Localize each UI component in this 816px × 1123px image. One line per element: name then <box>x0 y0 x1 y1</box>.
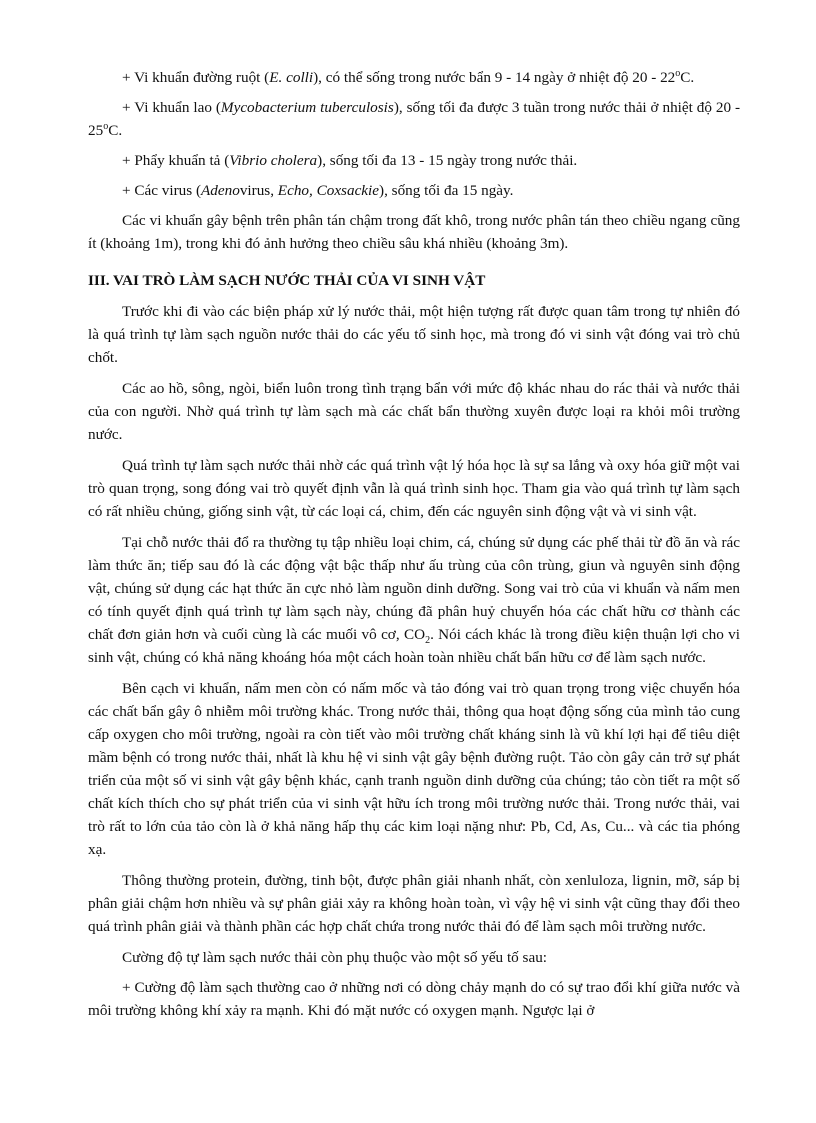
spread-paragraph: Các vi khuẩn gây bệnh trên phân tán chậm trong đất khô, trong nước phân tán theo chiều ngang cũng ít (khoảng 1m), trong khi đó ảnh hưởng theo chiều sâu khá nhiều (khoảng 3m). <box>88 212 740 252</box>
bullet-virus-text: virus, <box>239 182 278 199</box>
paragraph-8: + Cường độ làm sạch thường cao ở những nơi có dòng chảy mạnh do có sự trao đổi khí giữa nước và môi trường không khí xảy ra mạnh. Khi đó mặt nước có oxygen mạnh. Ngược lại ở <box>88 979 740 1019</box>
species-name: Vibrio cholera <box>229 152 318 169</box>
paragraph-3: Quá trình tự làm sạch nước thải nhờ các quá trình vật lý hóa học là sự sa lắng và oxy hóa giữ một vai trò quan trọng, song đóng vai trò quyết định vẫn là quá trình sinh học. Tham gia vào quá trình tự làm sạch có rất nhiều chủng, giống sinh vật, từ các loại cá, chim, đến các nguyên sinh động vật và vi sinh vật. <box>88 457 740 520</box>
bullet-cholera-text: + Phẩy khuẩn tả ( <box>122 152 230 169</box>
bullet-cholera-text: ), sống tối đa 13 - 15 ngày trong nước thải. <box>317 152 578 169</box>
species-name: Mycobacterium tuberculosis <box>220 99 394 116</box>
bullet-virus <box>88 179 740 202</box>
virus-name: Adeno <box>201 182 240 199</box>
bullet-tb-text: ), sống tối đa được 3 tuần trong nước thải ở nhiệt độ 20 - 25 <box>88 99 741 139</box>
paragraph-2: Các ao hồ, sông, ngòi, biển luôn trong tình trạng bẩn với mức độ khác nhau do rác thải và nước thải của con người. Nhờ quá trình tự làm sạch mà các chất bẩn thường xuyên được loại ra khỏi môi trường nước. <box>88 380 740 443</box>
bullet-ecoli-text: ), có thể sống trong nước bẩn 9 - 14 ngày ở nhiệt độ 20 - 22 <box>313 69 676 86</box>
bullet-ecoli <box>88 66 740 89</box>
paragraph-4 <box>88 531 740 669</box>
bullet-tb-text: + Vi khuẩn lao ( <box>122 99 221 116</box>
document-page <box>88 66 740 1030</box>
paragraph-4-text: Tại chỗ nước thải đổ ra thường tụ tập nhiều loại chim, cá, chúng sử dụng các phế thải từ đồ ăn và rác làm thức ăn; tiếp sau đó là các động vật bậc thấp như ấu trùng của côn trùng, giun và nguyên sinh động vật, chúng sử dụng các hạt thức ăn cực nhỏ làm nguồn dinh dưỡng. Song vai trò của vi khuẩn và nấm men có tính quyết định quá trình tự làm sạch này, chúng đã phân huỷ chuyển hóa các chất hữu cơ thành các chất đơn giản hơn và cuối cùng là các muối vô cơ, CO <box>88 534 740 643</box>
co2-subscript: 2 <box>425 635 431 647</box>
paragraph-4-text: . Nói cách khác là trong điều kiện thuận lợi cho vi sinh vật, chúng có khả năng khoáng hóa một cách hoàn toàn nhiều chất bẩn hữu cơ để làm sạch nước. <box>88 626 740 666</box>
bullet-ecoli-text: + Vi khuẩn đường ruột ( <box>122 69 270 86</box>
section-heading: III. VAI TRÒ LÀM SẠCH NƯỚC THẢI CỦA VI SINH VẬT <box>88 272 486 289</box>
virus-name: Echo, Coxsackie <box>277 182 380 199</box>
bullet-tb-text: C. <box>108 122 123 139</box>
paragraph-6: Thông thường protein, đường, tinh bột, được phân giải nhanh nhất, còn xenluloza, lignin, mỡ, sáp bị phân giải chậm hơn nhiều và sự phân giải xảy ra không hoàn toàn, vì vậy hệ vi sinh vật cũng thay đổi theo quá trình phân giải và thành phần các hợp chất chứa trong nước thải đó để làm sạch môi trường nước. <box>88 872 740 935</box>
bullet-virus-text: + Các virus ( <box>122 182 202 199</box>
bullet-virus-text: ), sống tối đa 15 ngày. <box>379 182 514 199</box>
bullet-tuberculosis <box>88 96 740 142</box>
degree-superscript: o <box>675 67 681 79</box>
bullet-ecoli-text: C. <box>680 69 695 86</box>
species-name: E. colli <box>269 69 314 86</box>
degree-superscript: o <box>103 120 109 132</box>
bullet-cholera <box>88 149 740 172</box>
paragraph-7: Cường độ tự làm sạch nước thải còn phụ thuộc vào một số yếu tố sau: <box>122 949 548 966</box>
paragraph-1: Trước khi đi vào các biện pháp xử lý nước thải, một hiện tượng rất được quan tâm trong tự nhiên đó là quá trình tự làm sạch nguồn nước thải do các yếu tố sinh học, mà trong đó vi sinh vật đóng vai trò chủ chốt. <box>88 303 740 366</box>
paragraph-5: Bên cạch vi khuẩn, nấm men còn có nấm mốc và tảo đóng vai trò quan trọng trong việc chuyển hóa các chất bẩn gây ô nhiễm môi trường khác. Trong nước thải, thông qua hoạt động sống của mình tảo cung cấp oxygen cho môi trường, ngoài ra còn tiết vào môi trường chất kháng sinh là vũ khí lợi hại để tiêu diệt mầm bệnh có trong nước thải, nhất là khu hệ vi sinh vật gây bệnh đường ruột. Tảo còn gây cản trở sự phát triển của một số vi sinh vật gây bệnh khác, cạnh tranh nguồn dinh dưỡng của chúng; tảo còn tiết ra một số chất kích thích cho sự phát triển của vi sinh vật hữu ích trong môi trường nước thải. Trong nước thải, vai trò rất to lớn của tảo còn là ở khả năng hấp thụ các kim loại nặng như: Pb, Cd, As, Cu... và các tia phóng xạ. <box>88 680 740 858</box>
